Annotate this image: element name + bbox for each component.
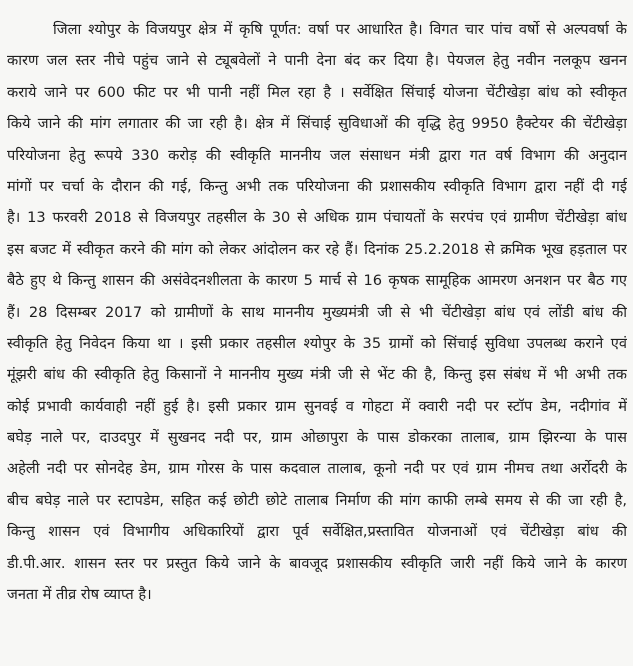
paragraph-line: इस बजट में स्वीकृत करने की मांग को लेकर आंदोलन कर रहे हैं। दिनांक 25.2.2018 से क्रमिक भूख हड़ताल पर [7,240,627,258]
paragraph-line: कारण जल स्तर नीचे पहुंच जाने से ट्यूबवेलों ने पानी देना बंद कर दिया है। पेयजल हेतु नवीन नलकूप खनन [7,52,627,70]
paragraph-line: है। 13 फरवरी 2018 से विजयपुर तहसील के 30 से अधिक ग्राम पंचायतों के सरपंच एवं ग्रामीण चेंटीखेड़ा बांध [7,209,627,227]
paragraph-line: मांगों पर चर्चा के दौरान की गई, किन्तु अभी तक परियोजना की प्रशासकीय स्वीकृति विभाग द्वारा नहीं दी गई [7,177,627,195]
paragraph-line: बघेड़ नाले पर, दाउदपुर में सुखनद नदी पर, ग्राम ओछापुरा के पास डोकरका तालाब, ग्राम झिरन्या के पास [7,429,627,447]
body-paragraph [7,14,627,610]
paragraph-line: अहेली नदी पर सोनदेह डेम, ग्राम गोरस के पास कदवाल तालाब, कूनो नदी पर एवं ग्राम नीमच तथा अर्रोदरी के [7,460,627,478]
paragraph-line: बीच बघेड़ नाले पर स्टापडेम, सहित कई छोटी छोटे तालाब निर्माण की मांग काफी लम्बे समय से की जा रही है, [7,491,627,509]
paragraph-line: हैं। 28 दिसम्बर 2017 को ग्रामीणों के साथ माननीय मुख्यमंत्री जी से भी चेंटीखेड़ा बांध एवं लोंडी बांध की [7,303,627,321]
paragraph-line: मूंझरी बांध की स्वीकृति हेतु किसानों ने माननीय मुख्य मंत्री जी से भेंट की है, किन्तु इस संबंध में भी अभी तक [7,366,627,384]
paragraph-line: जिला श्योपुर के विजयपुर क्षेत्र में कृषि पूर्णत: वर्षा पर आधारित है। विगत चार पांच वर्षो से अल्पवर्षा के [53,21,627,38]
paragraph-line: कराये जाने पर 600 फीट पर भी पानी नहीं मिल रहा है । सर्वेक्षित सिंचाई योजना चेंटीखेड़ा बांध को स्वीकृत [7,83,627,101]
paragraph-line: डी.पी.आर. शासन स्तर पर प्रस्तुत किये जाने के बावजूद प्रशासकीय स्वीकृति जारी नहीं किये जाने के कारण [7,554,627,572]
paragraph-line: स्वीकृति हेतु निवेदन किया था । इसी प्रकार तहसील श्योपुर के 35 ग्रामों को सिंचाई सुविधा उपलब्ध कराने एवं [7,334,627,352]
paragraph-line: बैठे हुए थे किन्तु शासन की असंवेदनशीलता के कारण 5 मार्च से 16 कृषक सामूहिक आमरण अनशन पर बैठ गए [7,272,627,290]
paragraph-line: किन्तु शासन एवं विभागीय अधिकारियों द्वारा पूर्व सर्वेक्षित,प्रस्तावित योजनाओं एवं चेंटीखेड़ा बांध की [7,523,627,541]
paragraph-line: परियोजना हेतु रूपये 330 करोड़ की स्वीकृति माननीय जल संसाधन मंत्री द्वारा गत वर्ष विभाग की अनुदान [7,146,627,164]
paragraph-line: कोई प्रभावी कार्यवाही नहीं हुई है। इसी प्रकार ग्राम सुनवई व गोहटा में क्वारी नदी पर स्टॉप डेम, नदीगांव में [7,397,627,415]
paragraph-line: जनता में तीव्र रोष व्याप्त है। [7,586,152,604]
paragraph-line: किये जाने की मांग लगातार की जा रही है। क्षेत्र में सिंचाई सुविधाओं की वृद्धि हेतु 9950 हैक्टेयर की चेंटीखेड़ा [7,115,627,133]
